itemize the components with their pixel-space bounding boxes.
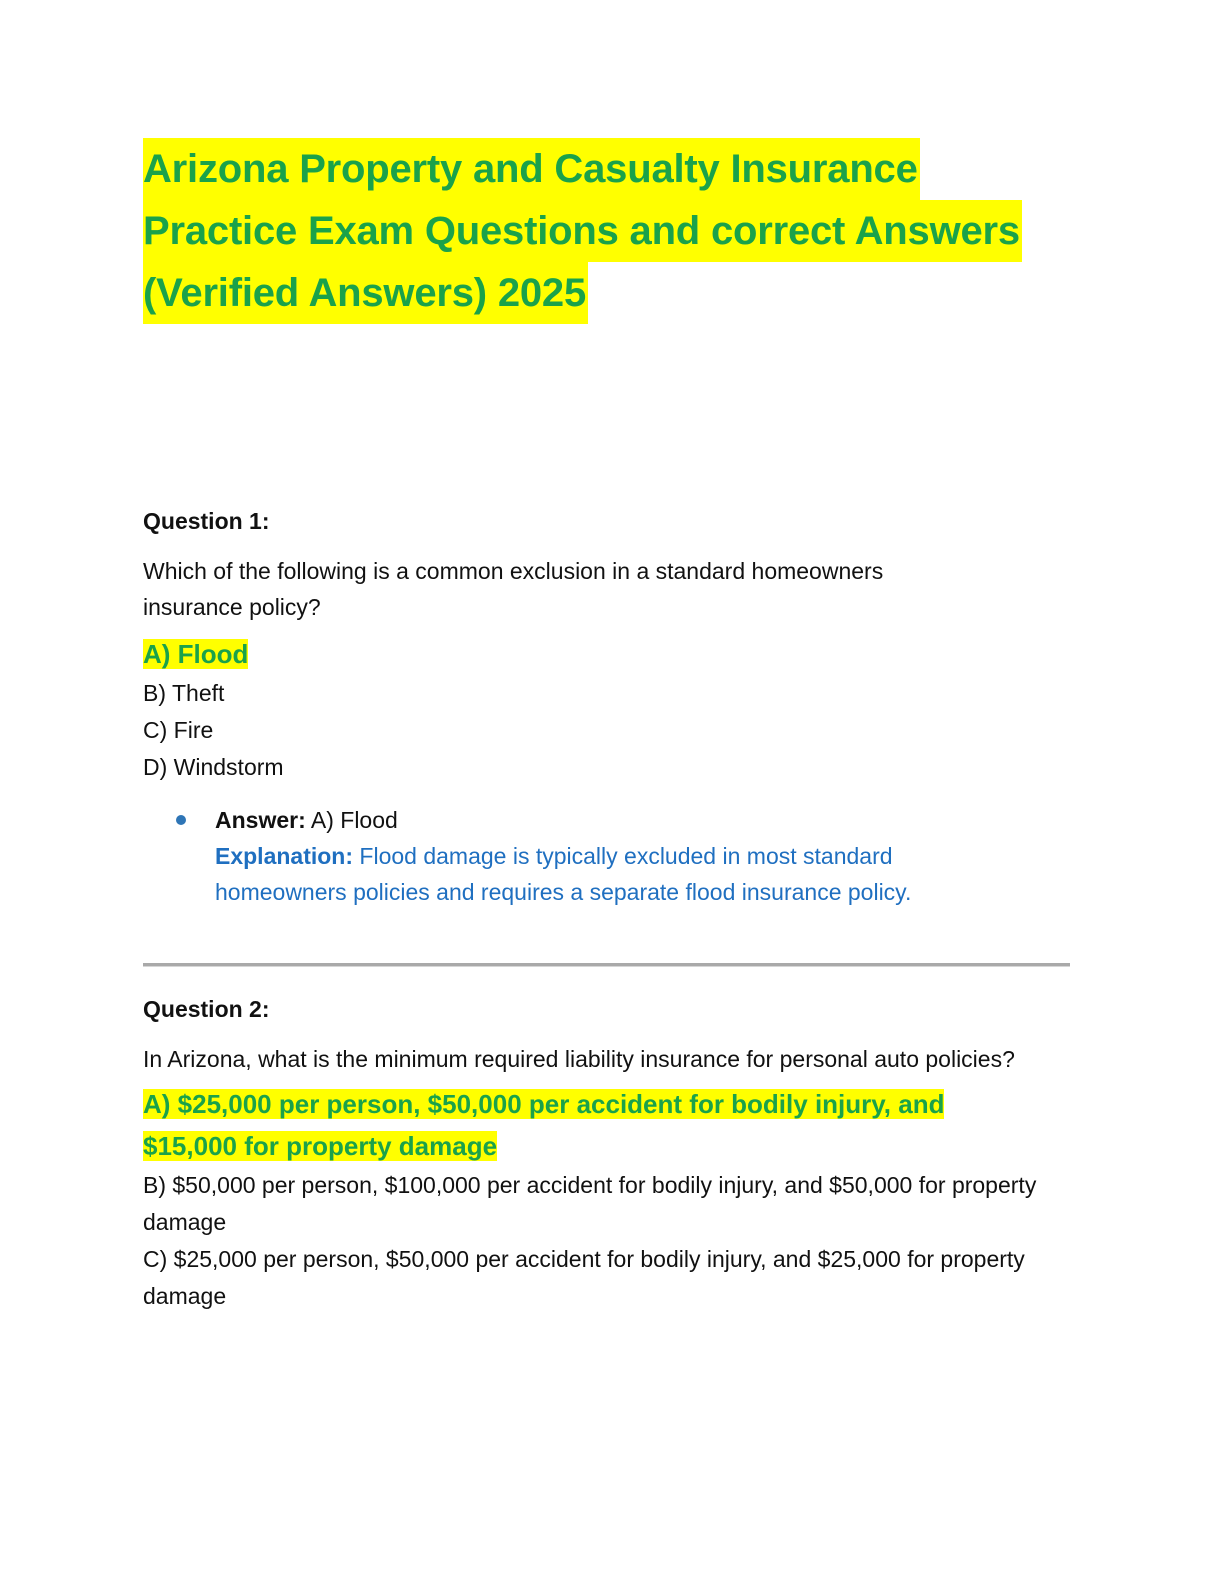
question-2-heading: Question 2: <box>143 996 270 1022</box>
question-2-correct-option-line-1: A) $25,000 per person, $50,000 per accident for bodily injury, and <box>143 1089 945 1119</box>
bullet-icon <box>176 815 186 825</box>
question-2-text: In Arizona, what is the minimum required liability insurance for personal auto policies? <box>143 1046 1015 1072</box>
explanation-label: Explanation: <box>215 843 354 869</box>
explanation-text: Flood damage is typically excluded in most standard homeowners policies and requires a separate flood insurance policy. <box>215 843 912 905</box>
question-1-correct-option <box>143 633 1073 675</box>
title-line-3: (Verified Answers) 2025 <box>143 262 588 324</box>
answer-label: Answer: <box>215 807 306 833</box>
document-page <box>143 138 1073 1309</box>
question-2-correct-option <box>143 1083 1073 1167</box>
section-divider <box>143 963 1070 967</box>
question-1-option-d: D) Windstorm <box>143 754 284 780</box>
question-1-explanation <box>215 838 995 910</box>
title-line-2: Practice Exam Questions and correct Answers <box>143 200 1022 262</box>
document-title <box>143 138 1073 324</box>
answer-value: A) Flood <box>310 807 398 833</box>
question-2-correct-option-line-2: $15,000 for property damage <box>143 1131 498 1161</box>
question-1-answer-line <box>215 802 1073 838</box>
question-1-option-c: C) Fire <box>143 717 214 743</box>
title-line-1: Arizona Property and Casualty Insurance <box>143 138 920 200</box>
question-2 <box>143 994 1073 1315</box>
question-1 <box>143 506 1073 910</box>
question-1-option-b: B) Theft <box>143 680 225 706</box>
question-2-option-b: B) $50,000 per person, $100,000 per accident for bodily injury, and $50,000 for property damage <box>143 1172 1037 1235</box>
question-2-option-c: C) $25,000 per person, $50,000 per accident for bodily injury, and $25,000 for property damage <box>143 1246 1025 1309</box>
question-1-correct-option-text: A) Flood <box>143 639 249 669</box>
question-1-text: Which of the following is a common exclusion in a standard homeowners insurance policy? <box>143 558 884 620</box>
question-1-answer-item <box>143 802 1073 910</box>
question-1-heading: Question 1: <box>143 508 270 534</box>
